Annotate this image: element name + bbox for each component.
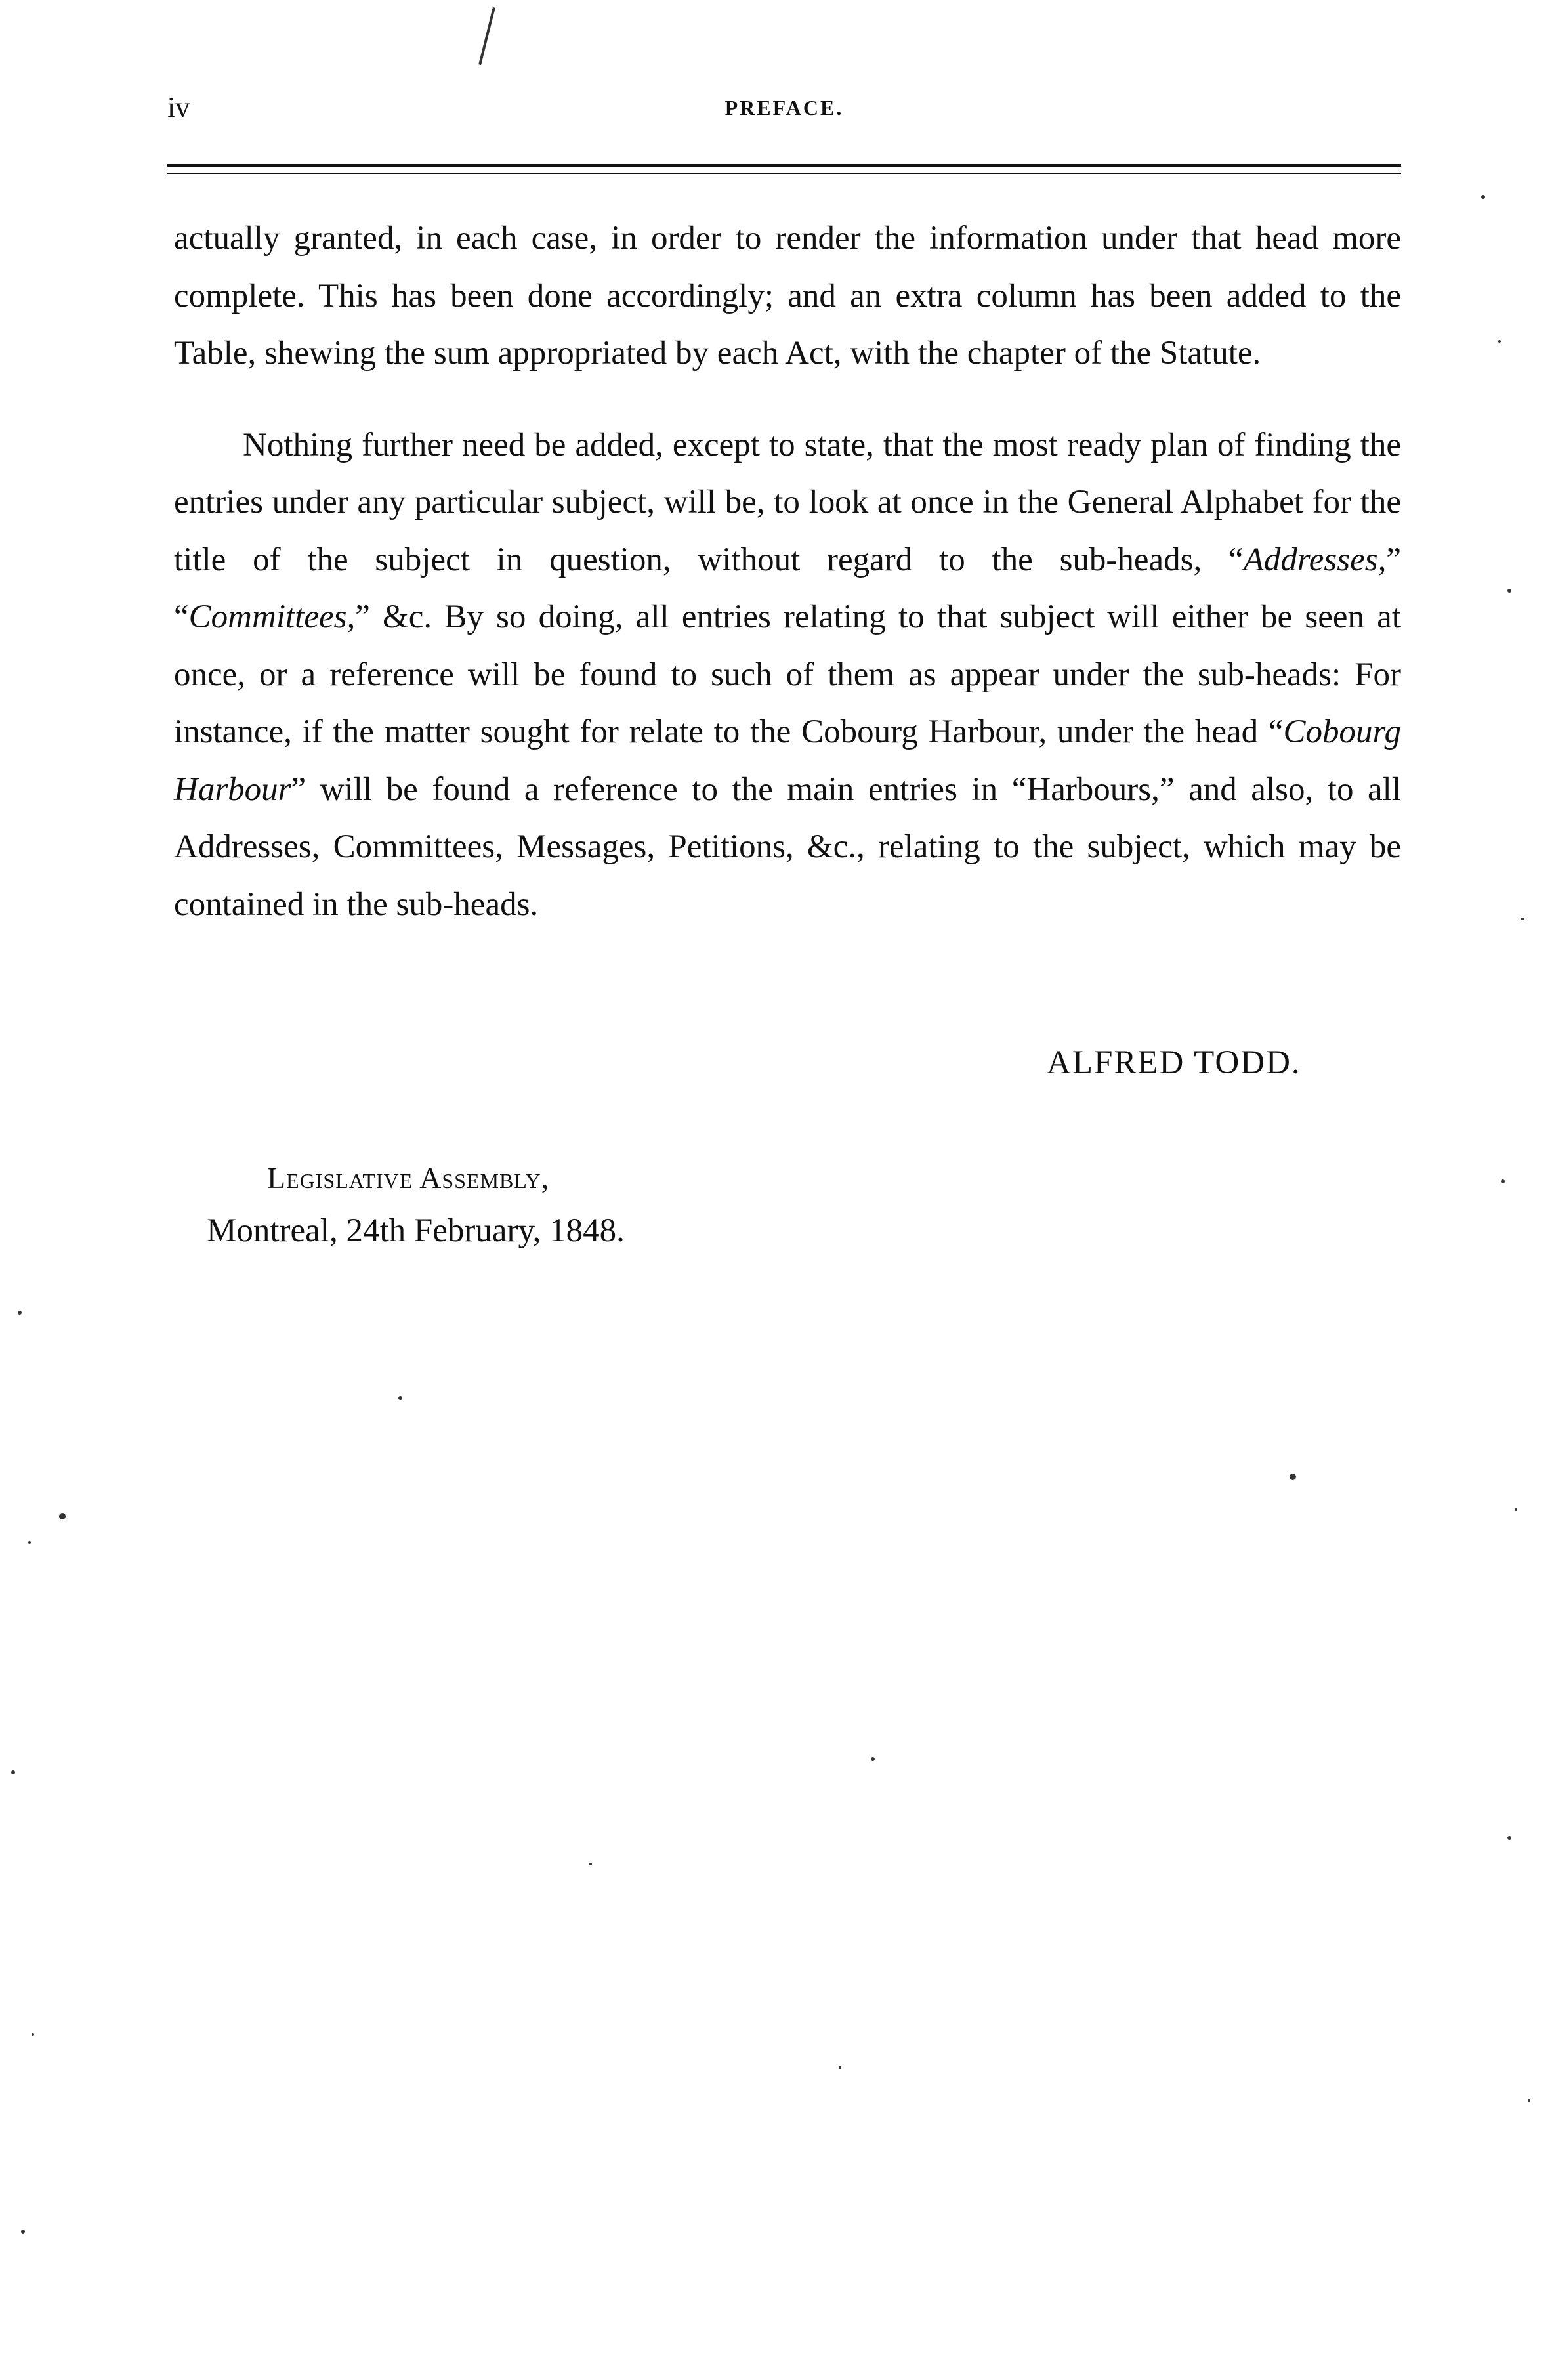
- date-line: Montreal, 24th February, 1848.: [207, 1212, 625, 1249]
- italic-text: Cobourg Harbour: [174, 713, 1401, 808]
- page-header: [167, 91, 1401, 137]
- paragraph: [174, 417, 1401, 934]
- page-number: iv: [167, 91, 190, 123]
- paragraph: [174, 210, 1401, 383]
- italic-text: Addresses,: [1243, 541, 1387, 578]
- paragraph-text: ” will be found a reference to the main entries in “Harbours,” and also, to all Addresses, Committees, Messages, Petitions, &c., relating to the subject, which may be contained in the sub-heads.: [174, 771, 1401, 923]
- paragraph-text: ” “: [174, 541, 1401, 635]
- paragraph-text: ” &c. By so doing, all entries relating to that subject will either be seen at once, or a reference will be found to such of them as appear under the sub-heads: For instance, if the matter sought for relate to the Cobourg Harbour, under the head “: [174, 599, 1401, 750]
- header-rule-thick: [167, 164, 1401, 167]
- paragraph-text: actually granted, in each case, in order to render the information under that head more complete. This has been done accordingly; and an extra column has been added to the Table, shewing the sum appropriated by each Act, with the chapter of the Statute.: [174, 220, 1401, 372]
- header-rule-thin: [167, 173, 1401, 174]
- place-line: Legislative Assembly,: [267, 1161, 550, 1195]
- signature: ALFRED TODD.: [1047, 1044, 1301, 1081]
- paragraph-text: Nothing further need be added, except to state, that the most ready plan of finding the entries under any particular subject, will be, to look at once in the General Alphabet for the title of the subject in question, without regard to the sub-heads, “: [174, 426, 1401, 578]
- italic-text: Committees,: [188, 599, 356, 635]
- body-text: [174, 210, 1401, 933]
- running-head: PREFACE.: [724, 96, 844, 119]
- place-date-block: [207, 1152, 625, 1257]
